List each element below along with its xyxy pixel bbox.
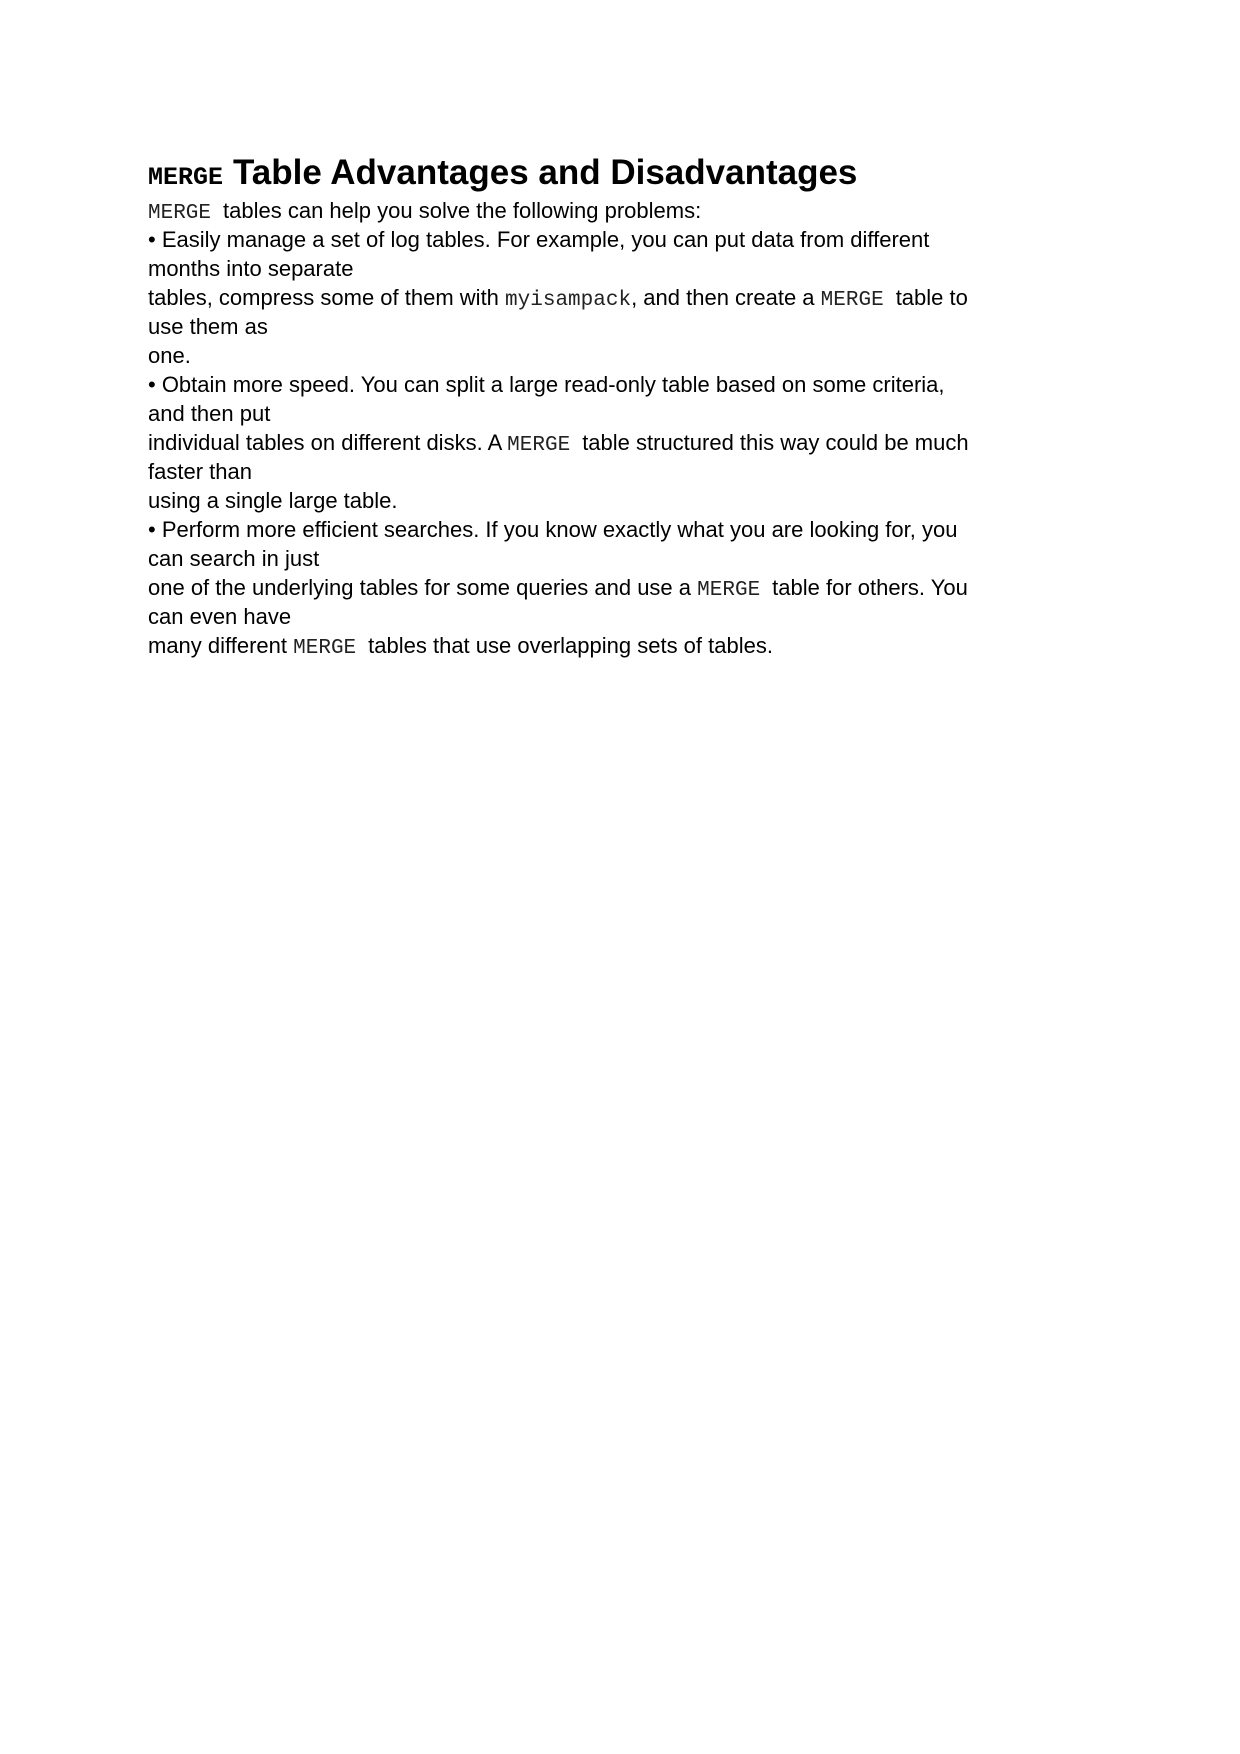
heading-title: Table Advantages and Disadvantages (233, 153, 858, 192)
bullet3-line5 (148, 631, 1108, 660)
bullet3-line4: can even have (148, 604, 292, 629)
bullet3-line5-before: many different (148, 633, 288, 658)
bullet2-line5: using a single large table. (148, 488, 398, 513)
bullet1-line5: one. (148, 343, 191, 368)
bullet3-line3-after: table for others. You (772, 575, 968, 600)
intro-text: tables can help you solve the following problems: (223, 198, 702, 223)
bullet3-line2: can search in just (148, 546, 320, 571)
bullet2-line3 (148, 428, 1108, 457)
bullet1-line3-mid: , and then create a (631, 285, 815, 310)
bullet2-line1: • Obtain more speed. You can split a large read-only table based on some criteria, (148, 372, 945, 397)
bullet2-line4: faster than (148, 459, 252, 484)
bullet2-line2: and then put (148, 401, 271, 426)
section-heading (148, 150, 1108, 196)
bullet1-line3-before: tables, compress some of them with (148, 285, 499, 310)
heading-code: MERGE (148, 163, 224, 192)
bullet1-line3-after: table to (895, 285, 968, 310)
bullet2-line3-after: table structured this way could be much (582, 430, 969, 455)
bullet1-code-merge: MERGE (820, 289, 884, 312)
document-page (148, 150, 1108, 660)
bullet3-line5-code-merge: MERGE (293, 637, 357, 660)
body-text (148, 196, 1108, 660)
bullet1-line3 (148, 283, 1108, 312)
bullet3-line3-before: one of the underlying tables for some queries and use a (148, 575, 692, 600)
bullet1-line2: months into separate (148, 256, 354, 281)
bullet1-line1: • Easily manage a set of log tables. For example, you can put data from different (148, 227, 930, 252)
bullet3-line5-after: tables that use overlapping sets of tables. (368, 633, 773, 658)
bullet3-line3 (148, 573, 1108, 602)
bullet1-code-myisampack: myisampack (505, 289, 632, 312)
bullet3-code-merge: MERGE (697, 579, 761, 602)
intro-code: MERGE (148, 202, 212, 225)
bullet1-line4: use them as (148, 314, 268, 339)
bullet2-line3-before: individual tables on different disks. A (148, 430, 502, 455)
bullet2-code-merge: MERGE (507, 434, 571, 457)
intro-line (148, 196, 1108, 225)
bullet3-line1: • Perform more efficient searches. If you know exactly what you are looking for, you (148, 517, 958, 542)
